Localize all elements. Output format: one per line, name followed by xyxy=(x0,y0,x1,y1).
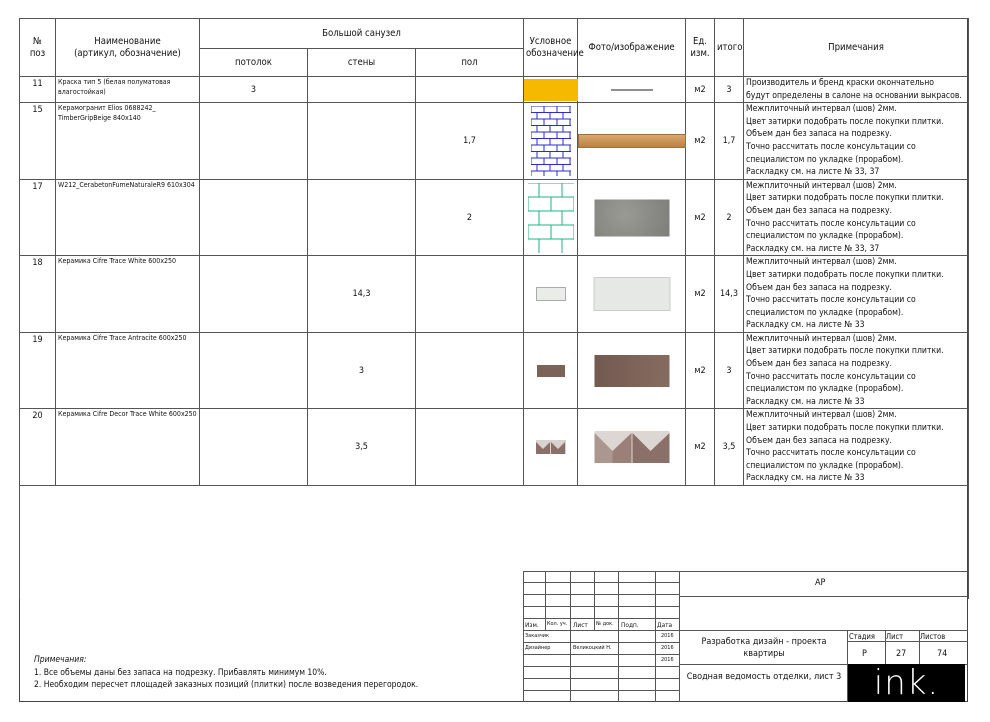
row-unit: м2 xyxy=(686,103,715,180)
row-symbol xyxy=(524,332,578,409)
decor-tile-swatch xyxy=(536,440,566,454)
remark-line: Цвет затирки подобрать после покупки плитки. xyxy=(746,116,944,127)
remark-line: специалистом по укладке (прорабом). xyxy=(746,154,904,165)
row-name: Краска тип 5 (белая полуматовая влагостойкая) xyxy=(56,77,200,103)
remark-line: Производитель и бренд краски окончательно xyxy=(746,78,934,88)
remark-line: будут определены в салоне на основании выкрасов. xyxy=(746,90,962,101)
stamp-designer-label: Дизайнер xyxy=(525,645,551,651)
remark-line: Объем дан без запаса на подрезку. xyxy=(746,435,892,446)
row-floor: 1,7 xyxy=(416,103,524,180)
remark-line: Точно рассчитать после консультации со xyxy=(746,448,916,459)
header-unit: Ед. изм. xyxy=(686,19,715,77)
header-room: Большой санузел xyxy=(200,19,524,49)
row-floor xyxy=(416,256,524,333)
row-walls xyxy=(308,179,416,256)
row-symbol xyxy=(524,256,578,333)
remark-line: Точно рассчитать после консультации со xyxy=(746,371,916,382)
remark-line: Объем дан без запаса на подрезку. xyxy=(746,282,892,293)
row-name: W212_CerabetonFumeNaturaleR9 610х304 xyxy=(56,179,200,256)
row-pos: 17 xyxy=(20,179,56,256)
stamp-code: АР xyxy=(815,578,826,588)
white-tile-swatch xyxy=(536,287,566,301)
row-name: Керамика Cifre Decor Trace White 600х250 xyxy=(56,409,200,486)
stamp-designer-name: Великоцкий Н. xyxy=(573,645,612,651)
stamp-h-kol: Кол. уч. xyxy=(547,621,568,627)
table-row xyxy=(20,103,969,180)
row-total: 3,5 xyxy=(715,409,744,486)
ink-logo: ink. xyxy=(848,664,965,702)
row-ceiling xyxy=(200,409,308,486)
stamp-h-date: Дата xyxy=(657,621,673,629)
table-row xyxy=(20,332,969,409)
remark-line: Цвет затирки подобрать после покупки плитки. xyxy=(746,269,944,280)
row-remarks xyxy=(744,103,969,180)
remark-line: Точно рассчитать после консультации со xyxy=(746,295,916,306)
row-walls: 3 xyxy=(308,332,416,409)
header-walls: стены xyxy=(308,49,416,77)
remark-line: специалистом по укладке (прорабом). xyxy=(746,384,904,395)
general-notes xyxy=(34,654,418,692)
empty-area xyxy=(20,486,969,599)
stamp-h-izm: Изм. xyxy=(525,621,539,629)
row-walls xyxy=(308,103,416,180)
row-photo xyxy=(578,77,686,103)
row-walls: 3,5 xyxy=(308,409,416,486)
row-symbol xyxy=(524,77,578,103)
row-total: 3 xyxy=(715,332,744,409)
row-pos: 20 xyxy=(20,409,56,486)
header-pos: № поз xyxy=(20,19,56,77)
row-photo xyxy=(578,332,686,409)
stamp-sheets-label: Листов xyxy=(920,632,946,641)
antracite-tile-photo xyxy=(594,355,669,387)
stamp-sheets: 74 xyxy=(937,649,948,659)
row-photo xyxy=(578,179,686,256)
row-pos: 15 xyxy=(20,103,56,180)
orange-paint-swatch xyxy=(524,79,578,101)
remark-line: Раскладку см. на листе № 33 xyxy=(746,320,865,331)
row-pos: 19 xyxy=(20,332,56,409)
row-remarks xyxy=(744,332,969,409)
remark-line: специалистом по укладке (прорабом). xyxy=(746,231,904,242)
header-total: итого xyxy=(715,19,744,77)
row-ceiling xyxy=(200,256,308,333)
stamp-project-title: Разработка дизайн - проекта квартиры xyxy=(701,637,827,659)
row-remarks xyxy=(744,179,969,256)
header-ceiling: потолок xyxy=(200,49,308,77)
notes-line-1: 1. Все объемы даны без запаса на подрезку. Прибавлять минимум 10%. xyxy=(34,667,327,678)
row-unit: м2 xyxy=(686,409,715,486)
row-name: Керамика Cifre Trace White 600х250 xyxy=(56,256,200,333)
row-photo xyxy=(578,103,686,180)
wood-plank-photo xyxy=(578,134,686,148)
stamp-stage-label: Стадия xyxy=(849,632,875,641)
remark-line: Цвет затирки подобрать после покупки плитки. xyxy=(746,193,944,204)
stamp-designer-date: 2016 xyxy=(661,645,674,651)
table-row xyxy=(20,179,969,256)
row-ceiling xyxy=(200,332,308,409)
row-ceiling xyxy=(200,103,308,180)
row-photo xyxy=(578,409,686,486)
remark-line: Межплиточный интервал (шов) 2мм. xyxy=(746,104,897,115)
remark-line: Объем дан без запаса на подрезку. xyxy=(746,205,892,216)
row-walls: 14,3 xyxy=(308,256,416,333)
row-remarks xyxy=(744,409,969,486)
remark-line: Раскладку см. на листе № 33, 37 xyxy=(746,243,880,254)
stamp-sheet: 27 xyxy=(896,649,907,659)
row-total: 14,3 xyxy=(715,256,744,333)
remark-line: Точно рассчитать после консультации со xyxy=(746,218,916,229)
row-floor: 2 xyxy=(416,179,524,256)
header-name: Наименование (артикул, обозначение) xyxy=(56,19,200,77)
remark-line: Раскладку см. на листе № 33 xyxy=(746,396,865,407)
remark-line: Цвет затирки подобрать после покупки плитки. xyxy=(746,423,944,434)
row-photo xyxy=(578,256,686,333)
finishing-schedule-table xyxy=(19,18,969,599)
remark-line: Объем дан без запаса на подрезку. xyxy=(746,359,892,370)
table-row xyxy=(20,77,969,103)
row-remarks xyxy=(744,256,969,333)
green-brick-hatch xyxy=(528,183,574,253)
row-ceiling: 3 xyxy=(200,77,308,103)
remark-line: Цвет затирки подобрать после покупки плитки. xyxy=(746,346,944,357)
row-floor xyxy=(416,77,524,103)
row-symbol xyxy=(524,103,578,180)
remark-line: Межплиточный интервал (шов) 2мм. xyxy=(746,257,897,268)
row-walls xyxy=(308,77,416,103)
remark-line: Раскладку см. на листе № 33 xyxy=(746,473,865,484)
stamp-extra-date: 2016 xyxy=(661,657,674,663)
row-name: Керамика Cifre Trace Antracite 600х250 xyxy=(56,332,200,409)
row-unit: м2 xyxy=(686,256,715,333)
row-pos: 11 xyxy=(20,77,56,103)
row-total: 1,7 xyxy=(715,103,744,180)
header-remarks: Примечания xyxy=(744,19,969,77)
remark-line: Межплиточный интервал (шов) 2мм. xyxy=(746,410,897,421)
row-remarks xyxy=(744,77,969,103)
row-unit: м2 xyxy=(686,332,715,409)
concrete-tile-photo xyxy=(594,199,669,236)
row-unit: м2 xyxy=(686,179,715,256)
remark-line: Точно рассчитать после консультации со xyxy=(746,141,916,152)
white-tile-photo xyxy=(593,277,670,311)
table-row xyxy=(20,256,969,333)
header-symbol: Условное обозначение xyxy=(524,19,578,77)
antracite-tile-swatch xyxy=(537,365,565,377)
header-floor: пол xyxy=(416,49,524,77)
remark-line: специалистом по укладке (прорабом). xyxy=(746,307,904,318)
row-floor xyxy=(416,409,524,486)
stamp-h-list: Лист xyxy=(573,621,588,629)
stamp-sheet-label: Лист xyxy=(886,632,904,641)
row-symbol xyxy=(524,409,578,486)
row-unit: м2 xyxy=(686,77,715,103)
stamp-customer-label: Заказчик xyxy=(525,633,549,639)
row-floor xyxy=(416,332,524,409)
row-pos: 18 xyxy=(20,256,56,333)
table-row xyxy=(20,409,969,486)
blue-brick-hatch xyxy=(531,106,571,176)
row-ceiling xyxy=(200,179,308,256)
remark-line: специалистом по укладке (прорабом). xyxy=(746,460,904,471)
stamp-h-podp: Подп. xyxy=(621,621,639,629)
header-photo: Фото/изображение xyxy=(578,19,686,77)
photo-placeholder-line xyxy=(611,89,653,90)
row-symbol xyxy=(524,179,578,256)
remark-line: Межплиточный интервал (шов) 2мм. xyxy=(746,180,897,191)
stamp-customer-date: 2016 xyxy=(661,633,674,639)
stamp-sheet-title: Сводная ведомость отделки, лист 3 xyxy=(686,672,842,682)
remark-line: Раскладку см. на листе № 33, 37 xyxy=(746,167,880,178)
row-total: 3 xyxy=(715,77,744,103)
notes-line-2: 2. Необходим пересчет площадей заказных позиций (плитки) после возведения перегородок. xyxy=(34,680,419,690)
row-name: Керамогранит Elios 0688242_ TimberGripBeige 840х140 xyxy=(56,103,200,180)
stamp-h-doc: № док. xyxy=(596,621,614,627)
decor-tile-photo xyxy=(594,431,669,463)
remark-line: Объем дан без запаса на подрезку. xyxy=(746,129,892,140)
row-total: 2 xyxy=(715,179,744,256)
remark-line: Межплиточный интервал (шов) 2мм. xyxy=(746,333,897,344)
stamp-stage: Р xyxy=(862,649,867,659)
notes-heading: Примечания: xyxy=(34,655,87,665)
